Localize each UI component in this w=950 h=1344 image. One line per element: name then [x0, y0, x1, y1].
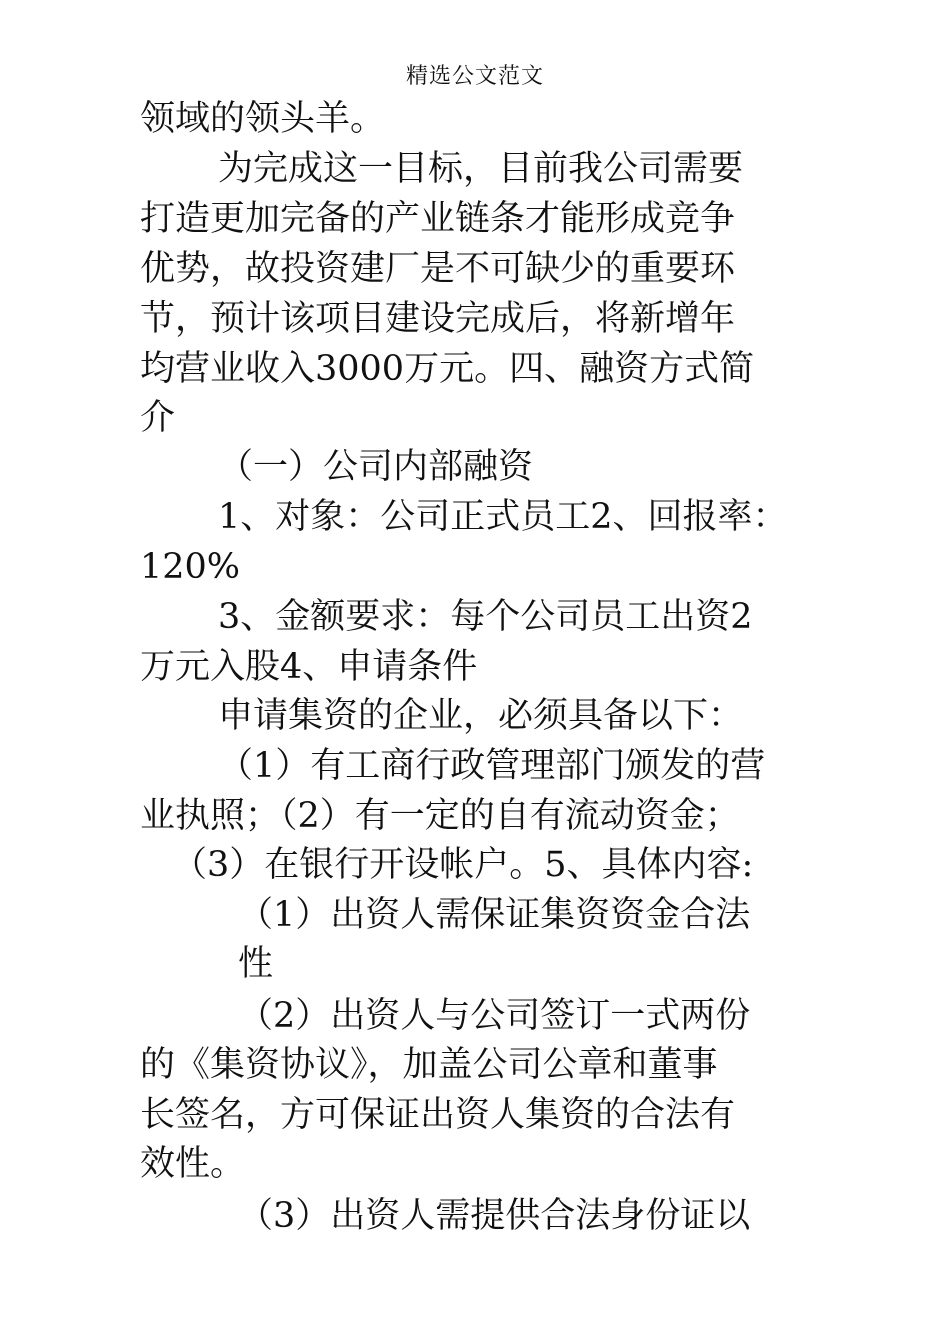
text-line: 领域的领头羊。 [140, 99, 386, 139]
text-line: 1、对象：公司正式员工2、回报率： [218, 497, 788, 537]
text-line: （1）有工商行政管理部门颁发的营 [218, 746, 766, 786]
text-line: 性 [238, 944, 274, 984]
text-line: 优势，故投资建厂是不可缺少的重要环 [140, 249, 736, 289]
text-line: 打造更加完备的产业链条才能形成竞争 [140, 199, 736, 239]
text-line: （1）出资人需保证集资资金合法 [238, 895, 751, 935]
text-line: 万元入股4、申请条件 [140, 647, 478, 687]
text-line: 为完成这一目标，目前我公司需要 [218, 149, 744, 189]
text-line: 节，预计该项目建设完成后，将新增年 [140, 299, 736, 339]
text-line: （一）公司内部融资 [218, 447, 534, 487]
text-line: 3、金额要求：每个公司员工出资2 [218, 597, 753, 637]
page-header: 精选公文范文 [405, 64, 544, 89]
text-line: 申请集资的企业，必须具备以下： [218, 696, 744, 736]
text-line: 的《集资协议》，加盖公司公章和董事 [140, 1045, 718, 1085]
text-line: （2）出资人与公司签订一式两份 [238, 996, 751, 1036]
text-line: 长签名，方可保证出资人集资的合法有 [140, 1095, 736, 1135]
text-line: （3）在银行开设帐户。5、具体内容: [172, 845, 754, 885]
text-line: 效性。 [140, 1144, 246, 1184]
text-line: （3）出资人需提供合法身份证以 [238, 1196, 751, 1236]
text-line: 介 [140, 398, 176, 438]
text-line: 均营业收入3000万元。四、融资方式简 [140, 349, 755, 389]
text-line: 业执照；（2）有一定的自有流动资金； [140, 796, 740, 836]
text-line: 120% [140, 547, 241, 587]
